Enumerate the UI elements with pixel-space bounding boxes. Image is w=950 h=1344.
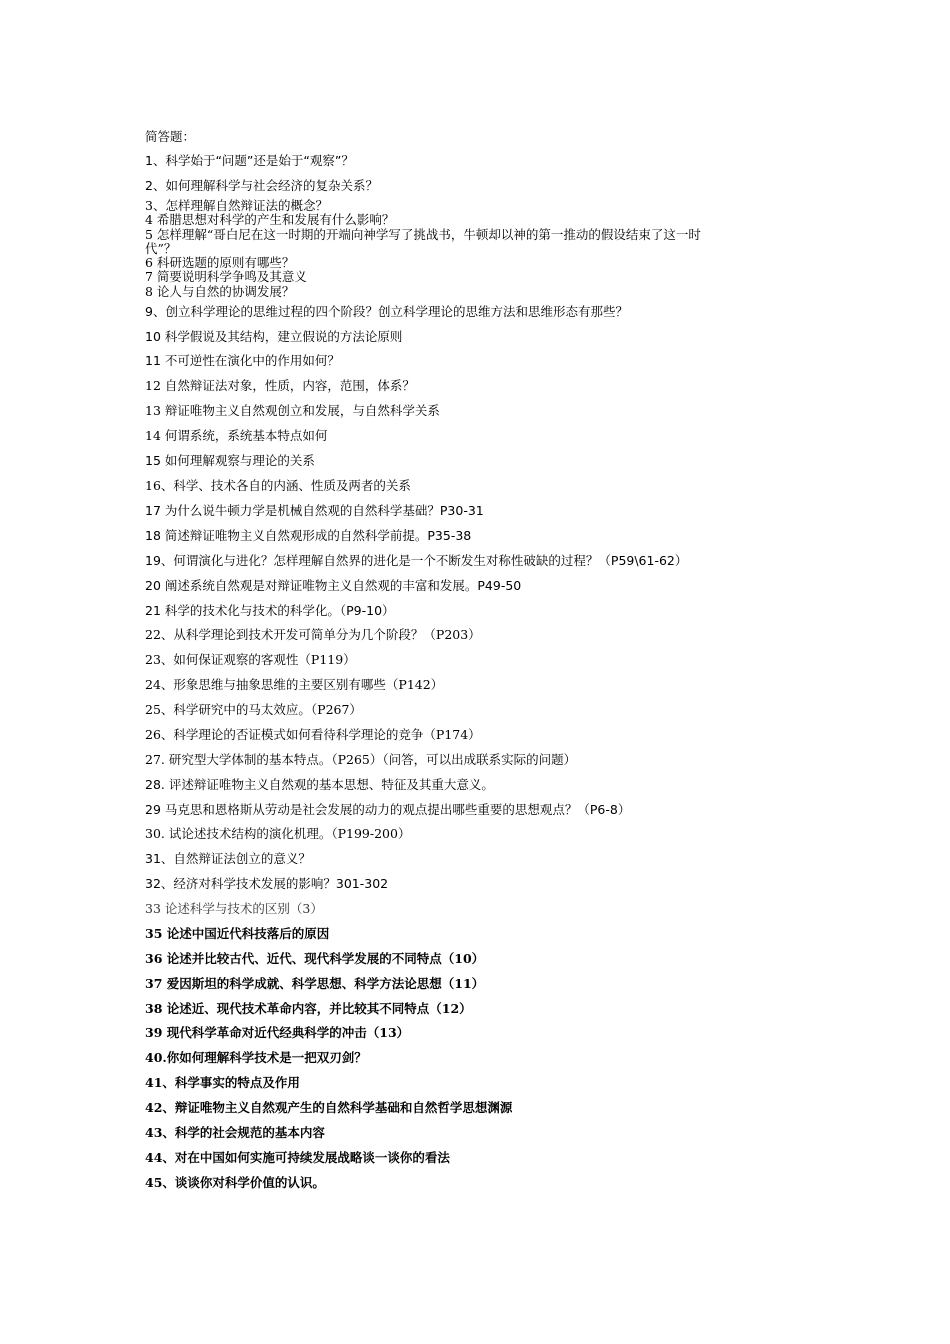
question-item: 31、自然辩证法创立的意义？	[145, 851, 311, 866]
question-item-continuation: 代”？	[145, 241, 177, 256]
question-item: 29 马克思和恩格斯从劳动是社会发展的动力的观点提出哪些重要的思想观点？（P6-8）	[145, 802, 631, 817]
question-item: 40.你如何理解科学技术是一把双刃剑？	[145, 1050, 367, 1065]
question-item: 22、从科学理论到技术开发可简单分为几个阶段？（P203）	[145, 627, 481, 642]
question-item: 13 辩证唯物主义自然观创立和发展，与自然科学关系	[145, 403, 440, 418]
question-item: 9、创立科学理论的思维过程的四个阶段？创立科学理论的思维方法和思维形态有那些？	[145, 304, 628, 319]
question-item: 43、科学的社会规范的基本内容	[145, 1125, 325, 1140]
question-item: 44、对在中国如何实施可持续发展战略谈一谈你的看法	[145, 1150, 450, 1165]
question-item: 26、科学理论的否证模式如何看待科学理论的竞争（P174）	[145, 727, 481, 742]
question-item: 35 论述中国近代科技落后的原因	[145, 926, 330, 941]
question-item: 19、何谓演化与进化？怎样理解自然界的进化是一个不断发生对称性破缺的过程？（P59\61-62）	[145, 553, 688, 568]
question-item: 21 科学的技术化与技术的科学化。（P9-10）	[145, 603, 395, 618]
question-item: 38 论述近、现代技术革命内容，并比较其不同特点（12）	[145, 1001, 472, 1016]
question-item: 5 怎样理解“哥白尼在这一时期的开端向神学写了挑战书，牛顿却以神的第一推动的假设结束了这一时	[145, 227, 701, 242]
section-heading: 简答题：	[145, 129, 196, 144]
question-item: 7 简要说明科学争鸣及其意义	[145, 269, 307, 284]
question-item: 39 现代科学革命对近代经典科学的冲击（13）	[145, 1025, 410, 1040]
question-item: 30. 试论述技术结构的演化机理。（P199-200）	[145, 826, 411, 841]
question-item: 16、科学、技术各自的内涵、性质及两者的关系	[145, 478, 411, 493]
question-item: 45、谈谈你对科学价值的认识。	[145, 1175, 325, 1190]
question-item: 37 爱因斯坦的科学成就、科学思想、科学方法论思想（11）	[145, 976, 485, 991]
question-item: 28. 评述辩证唯物主义自然观的基本思想、特征及其重大意义。	[145, 777, 494, 792]
question-item: 15 如何理解观察与理论的关系	[145, 453, 315, 468]
question-item: 17 为什么说牛顿力学是机械自然观的自然科学基础？P30-31	[145, 503, 484, 518]
question-item: 32、经济对科学技术发展的影响？301-302	[145, 876, 389, 891]
question-item: 18 简述辩证唯物主义自然观形成的自然科学前提。P35-38	[145, 528, 472, 543]
question-item: 2、如何理解科学与社会经济的复杂关系？	[145, 178, 378, 193]
question-item: 23、如何保证观察的客观性（P119）	[145, 652, 356, 667]
question-item: 20 阐述系统自然观是对辩证唯物主义自然观的丰富和发展。P49-50	[145, 578, 522, 593]
question-item: 8 论人与自然的协调发展？	[145, 284, 295, 299]
question-item: 6 科研选题的原则有哪些？	[145, 255, 295, 270]
question-item: 3、怎样理解自然辩证法的概念？	[145, 198, 328, 213]
question-item: 25、科学研究中的马太效应。（P267）	[145, 702, 362, 717]
question-item: 1、科学始于“问题”还是始于“观察”？	[145, 153, 354, 168]
question-item: 42、辩证唯物主义自然观产生的自然科学基础和自然哲学思想渊源	[145, 1100, 513, 1115]
question-item: 14 何谓系统，系统基本特点如何	[145, 428, 328, 443]
question-item: 24、形象思维与抽象思维的主要区别有哪些（P142）	[145, 677, 444, 692]
question-item: 27. 研究型大学体制的基本特点。（P265）（问答，可以出成联系实际的问题）	[145, 752, 577, 767]
question-item: 33 论述科学与技术的区别（3）	[145, 901, 323, 916]
question-item: 10 科学假说及其结构，建立假说的方法论原则	[145, 329, 403, 344]
question-item: 12 自然辩证法对象，性质，内容，范围，体系？	[145, 378, 415, 393]
question-item: 36 论述并比较古代、近代、现代科学发展的不同特点（10）	[145, 951, 485, 966]
question-item: 11 不可逆性在演化中的作用如何？	[145, 353, 340, 368]
question-item: 4 希腊思想对科学的产生和发展有什么影响？	[145, 212, 395, 227]
question-item: 41、科学事实的特点及作用	[145, 1075, 300, 1090]
